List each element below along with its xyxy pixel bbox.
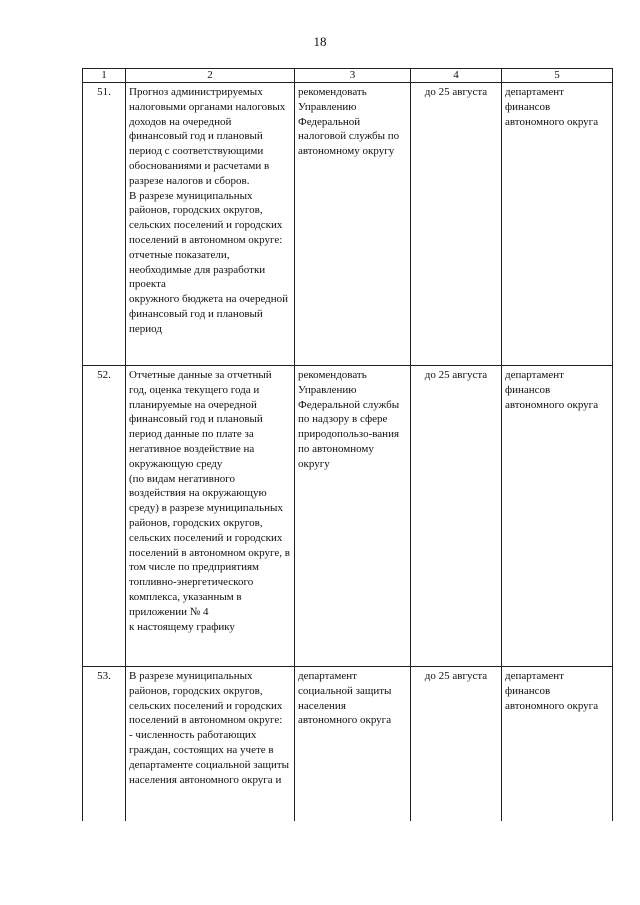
row-recipient: департамент финансов автономного округа bbox=[502, 667, 613, 822]
table-row bbox=[83, 366, 613, 667]
table-row bbox=[83, 83, 613, 366]
row-deadline: до 25 августа bbox=[411, 667, 502, 822]
column-header: 2 bbox=[126, 69, 295, 83]
row-responsible: департамент социальной защиты населения автономного округа bbox=[295, 667, 411, 822]
row-number: 53. bbox=[83, 667, 126, 822]
row-deadline: до 25 августа bbox=[411, 366, 502, 667]
row-responsible: рекомендовать Управлению Федеральной службы по надзору в сфере природопользо-вания по автономному округу bbox=[295, 366, 411, 667]
row-number: 51. bbox=[83, 83, 126, 366]
row-description: Отчетные данные за отчетный год, оценка текущего года и планируемые на очередной финансовый год и плановый период данные по плате за негативное воздействие на окружающую среду (по видам негативного воздействия на окружающую среду) в разрезе муниципальных районов, городских округов, сельских поселений и городских поселений в автономном округе, в том числе по предприятиям топливно-энергетического комплекса, указанным в приложении № 4 к настоящему графику bbox=[126, 366, 295, 667]
column-header: 1 bbox=[83, 69, 126, 83]
row-number: 52. bbox=[83, 366, 126, 667]
row-deadline: до 25 августа bbox=[411, 83, 502, 366]
row-responsible: рекомендовать Управлению Федеральной налоговой службы по автономному округу bbox=[295, 83, 411, 366]
table-row bbox=[83, 667, 613, 822]
column-header: 4 bbox=[411, 69, 502, 83]
row-recipient: департамент финансов автономного округа bbox=[502, 366, 613, 667]
table-header-row bbox=[83, 69, 613, 83]
page-number: 18 bbox=[313, 34, 327, 49]
row-description: В разрезе муниципальных районов, городских округов, сельских поселений и городских поселений в автономном округе: - численность работающих граждан, состоящих на учете в департаменте социальной защиты населения автономного округа и bbox=[126, 667, 295, 822]
column-header: 5 bbox=[502, 69, 613, 83]
row-recipient: департамент финансов автономного округа bbox=[502, 83, 613, 366]
schedule-table bbox=[82, 68, 613, 821]
row-description: Прогноз администрируемых налоговыми органами налоговых доходов на очередной финансовый год и плановый период с соответствующими обоснованиями и расчетами в разрезе налогов и сборов. В разрезе муниципальных районов, городских округов, сельских поселений и городских поселений в автономном округе: отчетные показатели, необходимые для разработки проекта окружного бюджета на очередной финансовый год и плановый период bbox=[126, 83, 295, 366]
column-header: 3 bbox=[295, 69, 411, 83]
